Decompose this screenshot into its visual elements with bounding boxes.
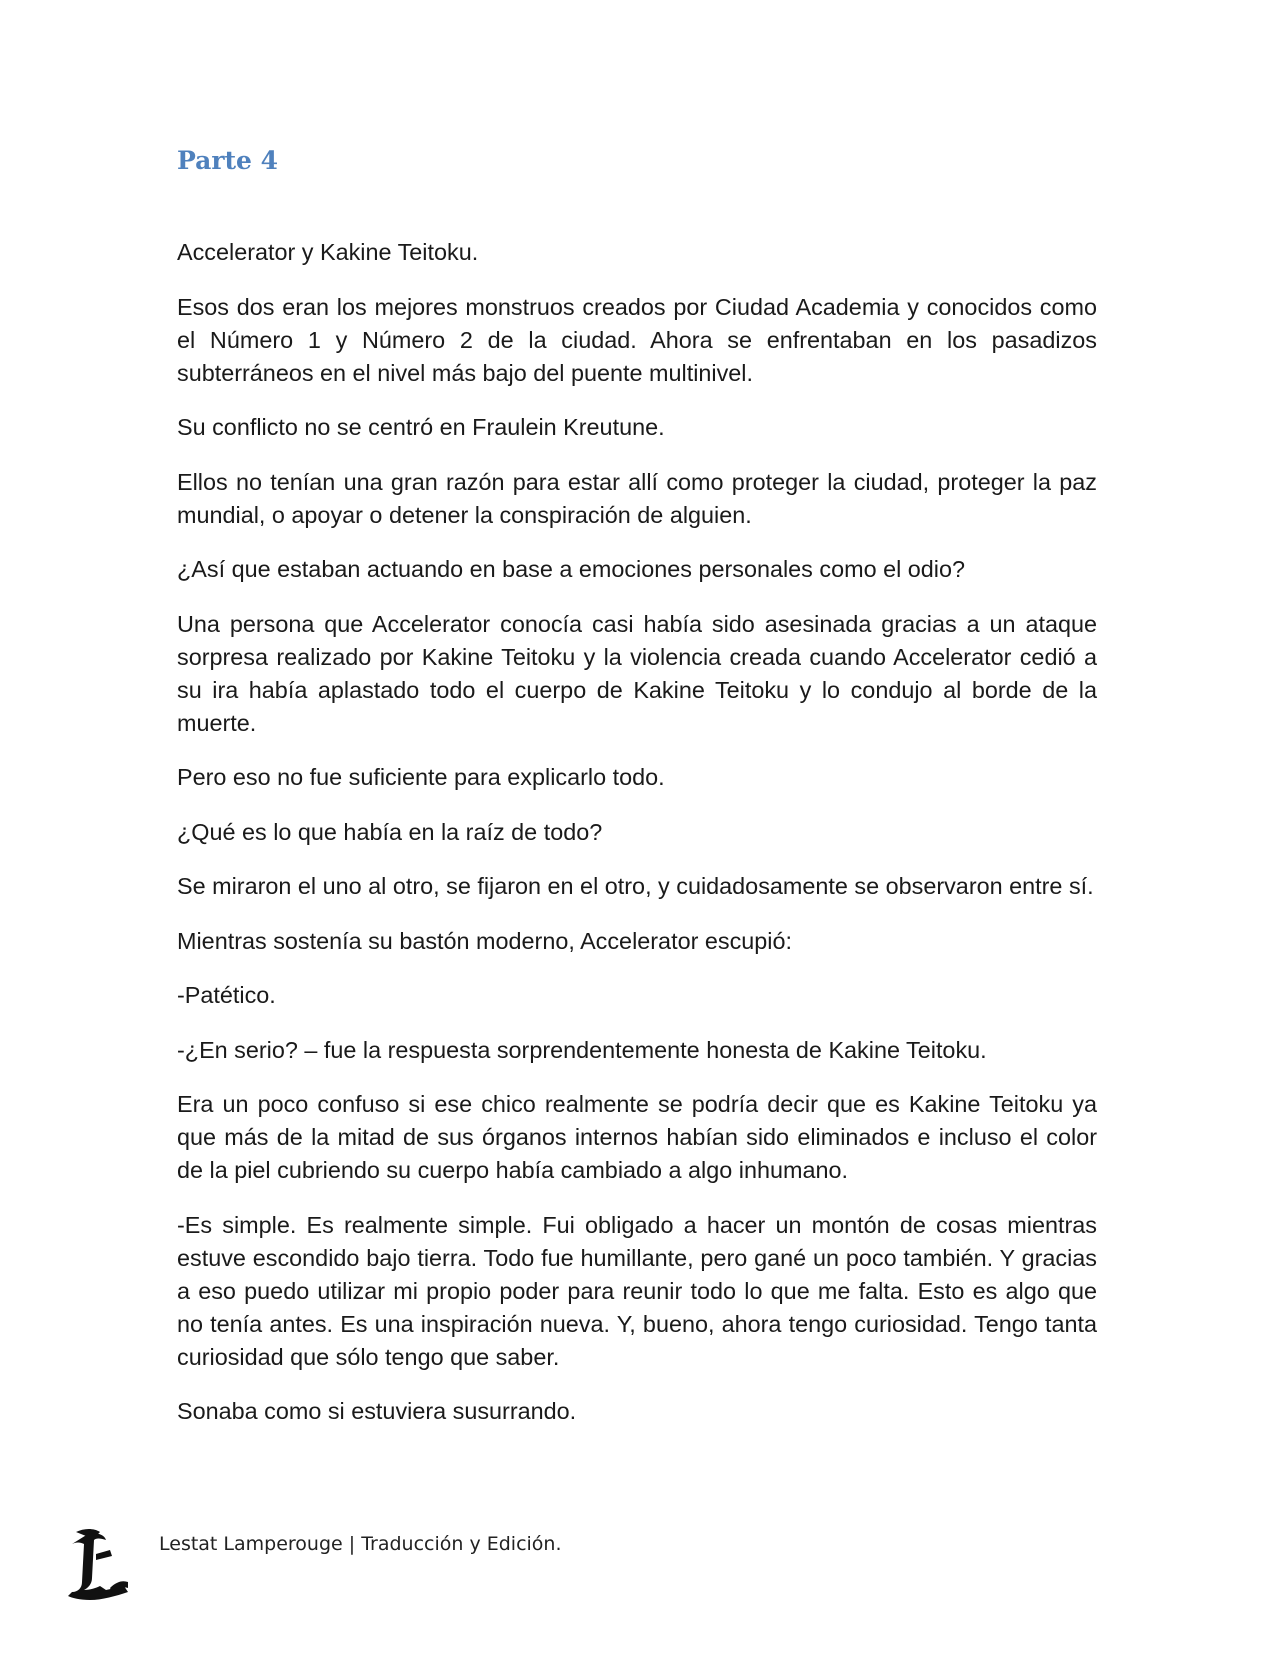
paragraph: Sonaba como si estuviera susurrando. bbox=[177, 1398, 577, 1424]
section-heading: Parte 4 bbox=[177, 146, 279, 175]
paragraph: Accelerator y Kakine Teitoku. bbox=[177, 239, 479, 265]
paragraph: ¿Qué es lo que había en la raíz de todo? bbox=[177, 818, 603, 845]
page-footer bbox=[60, 1526, 860, 1606]
paragraph: ¿Así que estaban actuando en base a emociones personales como el odio? bbox=[177, 556, 966, 582]
paragraph: Su conflicto no se centró en Fraulein Kreutune. bbox=[177, 414, 665, 440]
paragraph: Pero eso no fue suficiente para explicarlo todo. bbox=[177, 764, 665, 790]
paragraph: Era un poco confuso si ese chico realmente se podría decir que es Kakine Teitoku ya que más de la mitad de sus órganos internos habían sido eliminados e incluso el color de la piel cubriendo su cuerpo había cambiado a algo inhumano. bbox=[177, 1091, 1097, 1183]
paragraph: -¿En serio? – fue la respuesta sorprendentemente honesta de Kakine Teitoku. bbox=[177, 1036, 987, 1063]
footer-credit: Lestat Lamperouge | Traducción y Edición. bbox=[159, 1533, 562, 1555]
body-text bbox=[177, 236, 1097, 1450]
paragraph: Esos dos eran los mejores monstruos creados por Ciudad Academia y conocidos como el Número 1 y Número 2 de la ciudad. Ahora se enfrentaban en los pasadizos subterráneos en el nivel más bajo del puente multinivel. bbox=[177, 293, 1097, 386]
paragraph: -Es simple. Es realmente simple. Fui obligado a hacer un montón de cosas mientras estuve escondido bajo tierra. Todo fue humillante, pero gané un poco también. Y gracias a eso puedo utilizar mi propio poder para reunir todo lo que me falta. Esto es algo que no tenía antes. Es una inspiración nueva. Y, bueno, ahora tengo curiosidad. Tengo tanta curiosidad que sólo tengo que saber. bbox=[177, 1211, 1097, 1370]
paragraph: Una persona que Accelerator conocía casi había sido asesinada gracias a un ataque sorpresa realizado por Kakine Teitoku y la violencia creada cuando Accelerator cedió a su ira había aplastado todo el cuerpo de Kakine Teitoku y lo condujo al borde de la muerte. bbox=[177, 610, 1097, 736]
paragraph: Mientras sostenía su bastón moderno, Accelerator escupió: bbox=[177, 927, 792, 954]
paragraph: Ellos no tenían una gran razón para estar allí como proteger la ciudad, proteger la paz mundial, o apoyar o detener la conspiración de alguien. bbox=[177, 468, 1097, 528]
paragraph: Se miraron el uno al otro, se fijaron en el otro, y cuidadosamente se observaron entre sí. bbox=[177, 873, 1094, 899]
gothic-l-logo-icon bbox=[66, 1526, 130, 1604]
paragraph: -Patético. bbox=[177, 982, 276, 1008]
